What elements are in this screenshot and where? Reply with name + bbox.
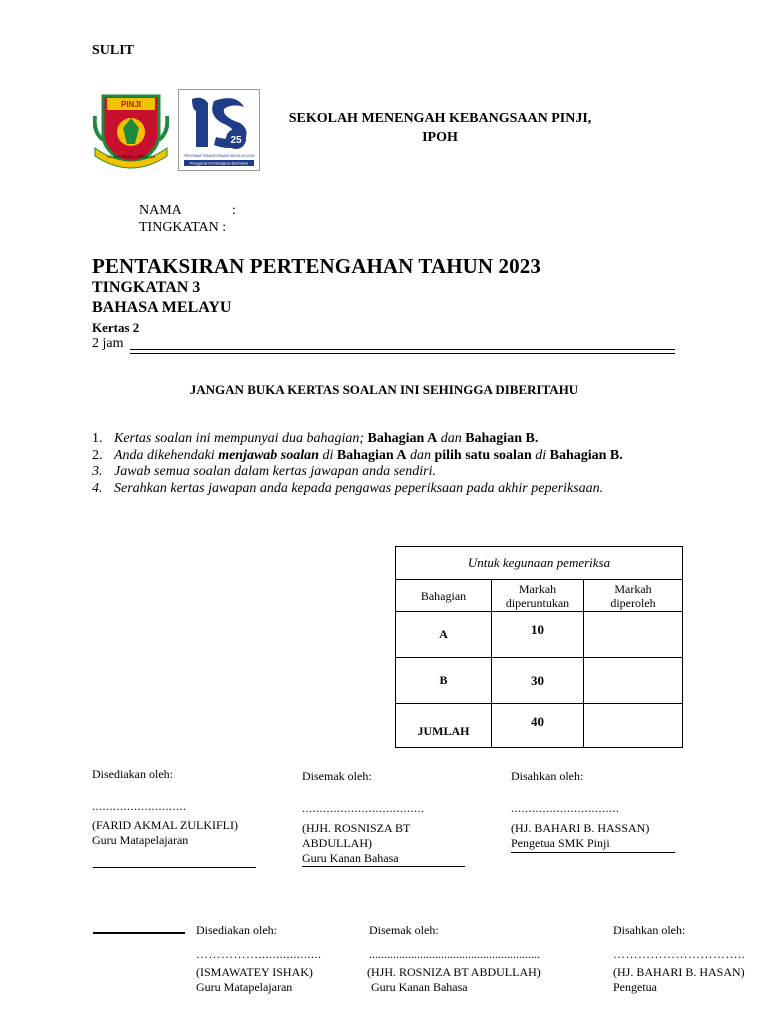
instruction-text: Serahkan kertas jawapan anda kepada pengawas peperiksaan pada akhir peperiksaan.	[114, 480, 604, 496]
signature-prepared-1	[92, 767, 238, 848]
school-name-line1: SEKOLAH MENENGAH KEBANGSAAN PINJI,	[288, 111, 592, 126]
school-name	[270, 109, 610, 147]
table-row	[396, 658, 683, 704]
instruction-bold: Bahagian A	[336, 447, 407, 463]
instruction-text: Anda dikehendaki	[114, 447, 219, 463]
signature-label: Disemak oleh:	[369, 923, 439, 937]
crest-text: PINJI	[120, 100, 142, 109]
signature-name: (HJ. BAHARI B. HASAN)	[613, 965, 745, 979]
obtained-cell	[584, 658, 683, 704]
signature-underline	[302, 866, 465, 867]
allocated-cell: 30	[492, 658, 584, 704]
signature-prepared-2	[196, 923, 322, 995]
ts25-logo-icon	[178, 89, 260, 171]
column-header-allocated	[492, 580, 584, 612]
instruction-bold: pilih satu soalan	[434, 447, 532, 463]
signature-name: (FARID AKMAL ZULKIFLI)	[92, 818, 238, 832]
name-field-colon: :	[232, 203, 236, 218]
signature-role: Pengetua	[613, 980, 657, 994]
signature-name: (HJH. ROSNIZA BT ABDULLAH)	[367, 965, 541, 979]
column-header-obtained-line2: diperoleh	[610, 595, 656, 610]
column-header-obtained-line1: Markah	[614, 581, 652, 596]
marks-table-caption: Untuk kegunaan pemeriksa	[396, 547, 683, 580]
signature-line: ...........................	[92, 799, 187, 813]
instruction-text: di	[531, 447, 550, 463]
name-field-label: NAMA	[139, 203, 182, 218]
signature-underline	[511, 852, 675, 853]
signature-checked-2	[369, 923, 541, 995]
instructions-list	[92, 431, 676, 497]
signature-name-line1: (HJH. ROSNISZA BT	[302, 821, 411, 835]
instruction-text: Kertas soalan ini mempunyai dua bahagian;	[114, 431, 368, 446]
instruction-number: 3.	[92, 464, 103, 479]
signature-role: Guru Matapelajaran	[92, 833, 189, 847]
section-cell: A	[396, 612, 492, 658]
instruction-text: di	[318, 447, 337, 463]
ts25-tagline: Penggerak Pembelajaran Bermakna	[190, 161, 248, 166]
signature-name-line2: ABDULLAH)	[302, 836, 372, 850]
instruction-bold: Bahagian B.	[549, 447, 623, 463]
instruction-number: 2.	[92, 447, 103, 463]
instruction-text: dan	[437, 431, 466, 446]
signature-checked-1	[302, 769, 425, 866]
instruction-text: Jawab semua soalan dalam kertas jawapan anda sendiri.	[114, 464, 436, 479]
signature-name: (ISMAWATEY ISHAK)	[196, 965, 313, 979]
exam-subject: BAHASA MELAYU	[92, 299, 232, 316]
ts25-subtitle: PROGRAM TRANSFORMASI SEKOLAH 2025	[183, 154, 255, 158]
signature-line: .........................................................	[369, 947, 540, 961]
allocated-cell: 10	[492, 612, 584, 658]
signature-approved-2	[613, 923, 745, 995]
signature-label: Disediakan oleh:	[92, 767, 173, 781]
signature-line: ...............................	[511, 801, 620, 815]
section-divider	[93, 932, 185, 934]
exam-duration: 2 jam	[92, 336, 124, 351]
instruction-bold: Bahagian B.	[465, 431, 539, 446]
instruction-number: 1.	[92, 431, 103, 446]
signature-label: Disahkan oleh:	[511, 769, 584, 783]
signature-role: Guru Matapelajaran	[196, 980, 293, 994]
signature-line: ...................................	[302, 801, 425, 815]
crest-motto: USAHA SEKALI BERJASA	[106, 154, 156, 159]
signature-line: …………………………..	[613, 947, 745, 961]
instruction-item	[92, 481, 676, 498]
signature-approved-1	[511, 769, 649, 851]
svg-text:25: 25	[230, 135, 242, 146]
confidential-label: SULIT	[92, 43, 135, 58]
column-header-allocated-line2: diperuntukan	[505, 595, 570, 610]
exam-title: PENTAKSIRAN PERTENGAHAN TAHUN 2023	[92, 254, 541, 278]
table-row	[396, 704, 683, 748]
instruction-text: dan	[406, 447, 435, 463]
signature-role: Pengetua SMK Pinji	[511, 836, 610, 850]
signature-role: Guru Kanan Bahasa	[302, 851, 399, 865]
title-divider-bottom	[130, 353, 675, 354]
signature-label: Disediakan oleh:	[196, 923, 277, 937]
obtained-cell	[584, 612, 683, 658]
marks-table	[395, 546, 683, 748]
instruction-item	[92, 448, 676, 465]
instruction-item	[92, 431, 676, 448]
signature-underline	[93, 867, 256, 868]
school-crest-icon	[93, 88, 169, 170]
instruction-item	[92, 464, 676, 481]
exam-form: TINGKATAN 3	[92, 279, 201, 296]
section-cell: JUMLAH	[396, 704, 492, 748]
exam-warning: JANGAN BUKA KERTAS SOALAN INI SEHINGGA DIBERITAHU	[189, 382, 579, 397]
column-header-section: Bahagian	[396, 580, 492, 612]
obtained-cell	[584, 704, 683, 748]
allocated-cell: 40	[492, 704, 584, 748]
instruction-bold: Bahagian A	[367, 431, 438, 446]
section-cell: B	[396, 658, 492, 704]
school-name-line2: IPOH	[422, 130, 458, 145]
signature-label: Disahkan oleh:	[613, 923, 686, 937]
instruction-number: 4.	[92, 480, 103, 496]
exam-paper: Kertas 2	[92, 320, 140, 335]
table-row	[396, 612, 683, 658]
title-divider-top	[130, 349, 675, 350]
column-header-obtained	[584, 580, 683, 612]
signature-label: Disemak oleh:	[302, 769, 372, 783]
instruction-bold: menjawab soalan	[218, 447, 319, 463]
column-header-allocated-line1: Markah	[518, 581, 557, 596]
signature-line: ……………..................	[196, 947, 322, 961]
form-field-label: TINGKATAN :	[139, 220, 227, 235]
signature-role: Guru Kanan Bahasa	[371, 980, 468, 994]
signature-name: (HJ. BAHARI B. HASSAN)	[511, 821, 650, 835]
